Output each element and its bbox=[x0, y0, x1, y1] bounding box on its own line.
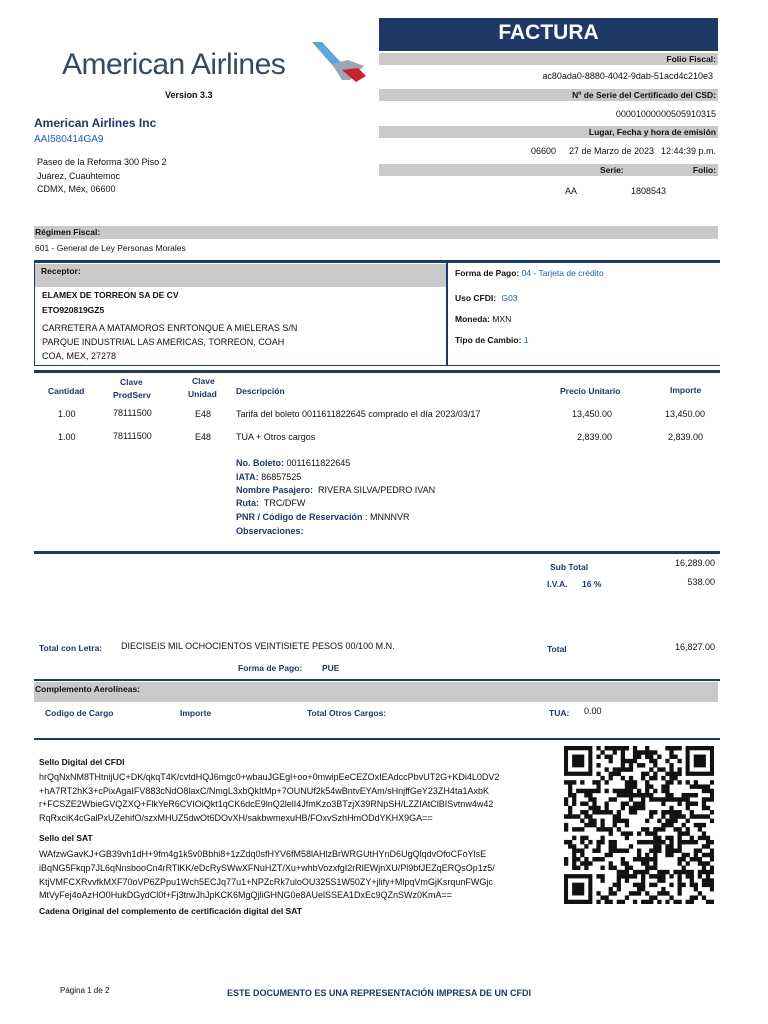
receptor-border-right bbox=[446, 263, 448, 366]
col-precio: Precio Unitario bbox=[560, 386, 621, 396]
logo-text: American Airlines bbox=[62, 48, 286, 81]
row-cantidad: 1.00 bbox=[58, 432, 76, 442]
receptor-address-2: PARQUE INDUSTRIAL LAS AMERICAS, TORREON, COAH bbox=[42, 337, 285, 347]
version-label: Version 3.3 bbox=[165, 90, 213, 100]
col-importe: Importe bbox=[670, 385, 702, 395]
receptor-name: ELAMEX DE TORREON SA DE CV bbox=[42, 290, 179, 300]
tipo-cambio-row bbox=[455, 335, 529, 345]
row-cantidad: 1.00 bbox=[58, 409, 76, 419]
ruta-value: TRC/DFW bbox=[263, 498, 306, 508]
receptor-label: Receptor: bbox=[41, 266, 81, 276]
emisor-rfc: AAI580414GA9 bbox=[34, 134, 104, 145]
total-letra-label: Total con Letra: bbox=[39, 643, 103, 653]
sello-sat-line: MtVyFej4oAzHO0HukDGydCl0f+Fj3trwJhJpKCK6MgQjliGHNG0e8AUelSSEA1DxEc9QZnSWz0KmA== bbox=[39, 890, 453, 900]
qr-code-icon bbox=[564, 746, 714, 904]
tipo-cambio-value: 1 bbox=[523, 335, 529, 345]
uso-cfdi-row bbox=[455, 293, 518, 303]
emisor-address-1: Paseo de la Reforma 300 Piso 2 bbox=[37, 157, 167, 167]
forma-pago-label: Forma de Pago: bbox=[455, 268, 520, 278]
pnr-label: PNR / Código de Reservación bbox=[236, 512, 363, 522]
lugar-hora: 12:44:39 p.m. bbox=[660, 146, 716, 156]
sello-cfdi-line: +hA7RT2hK3+cPixAgaIFV883cNdO8laxC/NmgL3xbQkItMp+7OUNUf2k54wBntvEYAm/sHnjffGeY23ZH4ta1AxbK bbox=[39, 786, 489, 796]
emisor-address-2: Juárez, Cuauhtemoc bbox=[37, 171, 121, 181]
receptor-border-bottom bbox=[34, 365, 720, 366]
row-descripcion: TUA + Otros cargos bbox=[236, 432, 316, 442]
iva-rate: 16 % bbox=[582, 579, 602, 589]
row-precio: 2,839.00 bbox=[576, 432, 612, 442]
cadena-original-label: Cadena Original del complemento de certificación digital del SAT bbox=[39, 906, 302, 916]
forma-pago-value: 04 - Tarjeta de crédito bbox=[521, 268, 604, 278]
sello-cfdi-line: r+FCSZE2WbieGVQZXQ+FlkYeR6CVIOiQkt1qCK6dcE9lnQ2lelI4JfmKzo3BTzjX39RNpSH/LZZIAtClBISvtnw4w42 bbox=[39, 799, 494, 809]
moneda-value: MXN bbox=[492, 314, 512, 324]
forma-pago-row bbox=[455, 268, 604, 278]
forma-pago-metodo-value: PUE bbox=[322, 663, 340, 673]
lugar-label: Lugar, Fecha y hora de emisión bbox=[588, 127, 716, 137]
pasajero-label: Nombre Pasajero: bbox=[236, 485, 314, 495]
col-clave-prod-2: ProdServ bbox=[113, 390, 151, 400]
folio-fiscal-value: ac80ada0-8880-4042-9dab-51acd4c210e3 bbox=[542, 71, 713, 81]
section-divider-top bbox=[34, 260, 720, 263]
forma-pago-metodo-label: Forma de Pago: bbox=[238, 663, 303, 673]
serie-value: AA bbox=[565, 186, 578, 196]
regimen-bar bbox=[34, 226, 718, 239]
emisor-name: American Airlines Inc bbox=[34, 116, 157, 130]
regimen-value: 601 - General de Ley Personas Morales bbox=[35, 243, 186, 253]
lugar-fecha: 27 de Marzo de 2023 bbox=[569, 146, 655, 156]
tua-label: TUA: bbox=[549, 708, 570, 718]
document-title: FACTURA bbox=[379, 18, 718, 51]
row-descripcion: Tarifa del boleto 0011611822645 comprado el día 2023/03/17 bbox=[236, 409, 481, 419]
sello-sat-line: WAfzwGavKJ+GB39vh1dH+9fm4g1k5v0Bbhi8+1zZdq0sfHYV6fM58lAHlzBrWRGUtHYnD6UgQlqdvOfoCFoYlsE bbox=[39, 849, 487, 859]
moneda-label: Moneda: bbox=[455, 314, 490, 324]
tipo-cambio-label: Tipo de Cambio: bbox=[455, 335, 522, 345]
regimen-label: Régimen Fiscal: bbox=[35, 227, 101, 237]
ruta-label: Ruta: bbox=[236, 498, 259, 508]
receptor-rfc: ETO920819GZ5 bbox=[42, 305, 105, 315]
footer-note: ESTE DOCUMENTO ES UNA REPRESENTACIÓN IMPRESA DE UN CFDI bbox=[227, 988, 532, 998]
emisor-address-3: CDMX, Méx, 06600 bbox=[37, 184, 116, 194]
total-value: 16,827.00 bbox=[674, 642, 715, 652]
aerolineas-title: Complemento Aerolíneas: bbox=[35, 684, 141, 694]
pnr-value: : MNNNVR bbox=[365, 512, 410, 522]
uso-cfdi-value: G03 bbox=[501, 293, 518, 303]
row-importe: 2,839.00 bbox=[667, 432, 703, 442]
serie-label: Serie: bbox=[600, 165, 624, 175]
codigo-cargo-label: Codigo de Cargo bbox=[45, 708, 114, 718]
moneda-row bbox=[455, 314, 511, 324]
tua-value: 0.00 bbox=[584, 706, 602, 716]
iata-value: 86857525 bbox=[261, 472, 302, 482]
row-importe: 13,450.00 bbox=[664, 409, 705, 419]
row-unidad: E48 bbox=[195, 409, 212, 419]
table-bottom-line bbox=[34, 551, 720, 554]
boleto-value: 0011611822645 bbox=[286, 458, 351, 468]
folio-fiscal-label: Folio Fiscal: bbox=[666, 54, 716, 64]
sello-sat-line: iBqNG5Fkqp7JL6qNnsbooCn4rRTlKK/eDcRySWwXFNuHZT/Xu+whbVozxfgI2rRlEWjnXU/Pl9bfJEZqERQsOp1z5/ bbox=[39, 863, 495, 873]
otros-cargos-label: Total Otros Cargos: bbox=[307, 708, 387, 718]
page-number: Página 1 de 2 bbox=[60, 986, 110, 995]
col-clave-unidad-1: Clave bbox=[192, 376, 215, 386]
subtotal-value: 16,289.00 bbox=[674, 558, 715, 568]
row-clave: 78111500 bbox=[113, 431, 152, 441]
sello-cfdi-line: hrQqNxNM8THtnijUC+DK/qkqT4K/cvtdHQJ6mgc0+wbauJGEgl+oo+0mwipEeCEZOxIEAdccPbvUT2G+KDi4L0DV2 bbox=[39, 772, 500, 782]
csd-value: 00001000000505910315 bbox=[615, 109, 716, 119]
boleto-label: No. Boleto: bbox=[236, 458, 284, 468]
flight-symbol-icon bbox=[308, 40, 368, 85]
folio-value: 1808543 bbox=[631, 186, 667, 196]
observaciones-label: Observaciones: bbox=[236, 526, 304, 536]
aerolineas-top-line bbox=[34, 679, 720, 681]
row-unidad: E48 bbox=[195, 432, 212, 442]
row-clave: 78111500 bbox=[113, 408, 152, 418]
receptor-address-1: CARRETERA A MATAMOROS ENRTONQUE A MIELERAS S/N bbox=[42, 323, 298, 333]
iata-label: IATA: bbox=[236, 472, 259, 482]
sello-sat-line: KtjVMFCXRvvfkMXF70oVP6ZPpu1Wch5ECJq77u1+NPZcRk7uloOU325S1W50ZY+jlify+MlpqVmGjKsrqunFWGjc bbox=[39, 877, 493, 887]
subtotal-label: Sub Total bbox=[550, 562, 589, 572]
uso-cfdi-label: Uso CFDI: bbox=[455, 293, 497, 303]
receptor-bar bbox=[35, 264, 446, 287]
receptor-address-3: COA, MEX, 27278 bbox=[42, 351, 117, 361]
sello-sat-label: Sello del SAT bbox=[39, 833, 93, 843]
col-clave-unidad-2: Unidad bbox=[188, 389, 217, 399]
sellos-top-line bbox=[34, 738, 720, 740]
col-cantidad: Cantidad bbox=[48, 386, 85, 396]
aerolineas-importe-label: Importe bbox=[180, 708, 212, 718]
csd-label: Nº de Serie del Certificado del CSD: bbox=[572, 90, 716, 100]
pasajero-value: RIVERA SILVA/PEDRO IVAN bbox=[318, 485, 436, 495]
sello-cfdi-label: Sello Digital del CFDI bbox=[39, 757, 125, 767]
table-top-line bbox=[34, 370, 720, 373]
sello-cfdi-line: RqRxciK4cGalPxUZehifO/szxMHUZ5dwOt6DOvXH/sakbwmexuHB/FOxvSzhHmODdYKHX9GA== bbox=[39, 813, 433, 823]
col-descripcion: Descripción bbox=[236, 386, 285, 396]
lugar-cp: 06600 bbox=[531, 146, 557, 156]
iva-value: 538.00 bbox=[687, 577, 715, 587]
col-clave-prod-1: Clave bbox=[120, 377, 143, 387]
iva-label: I.V.A. bbox=[547, 579, 568, 589]
folio-label: Folio: bbox=[692, 165, 716, 175]
total-letra-value: DIECISEIS MIL OCHOCIENTOS VEINTISIETE PESOS 00/100 M.N. bbox=[121, 641, 395, 651]
total-label: Total bbox=[547, 644, 567, 654]
row-precio: 13,450.00 bbox=[571, 409, 612, 419]
